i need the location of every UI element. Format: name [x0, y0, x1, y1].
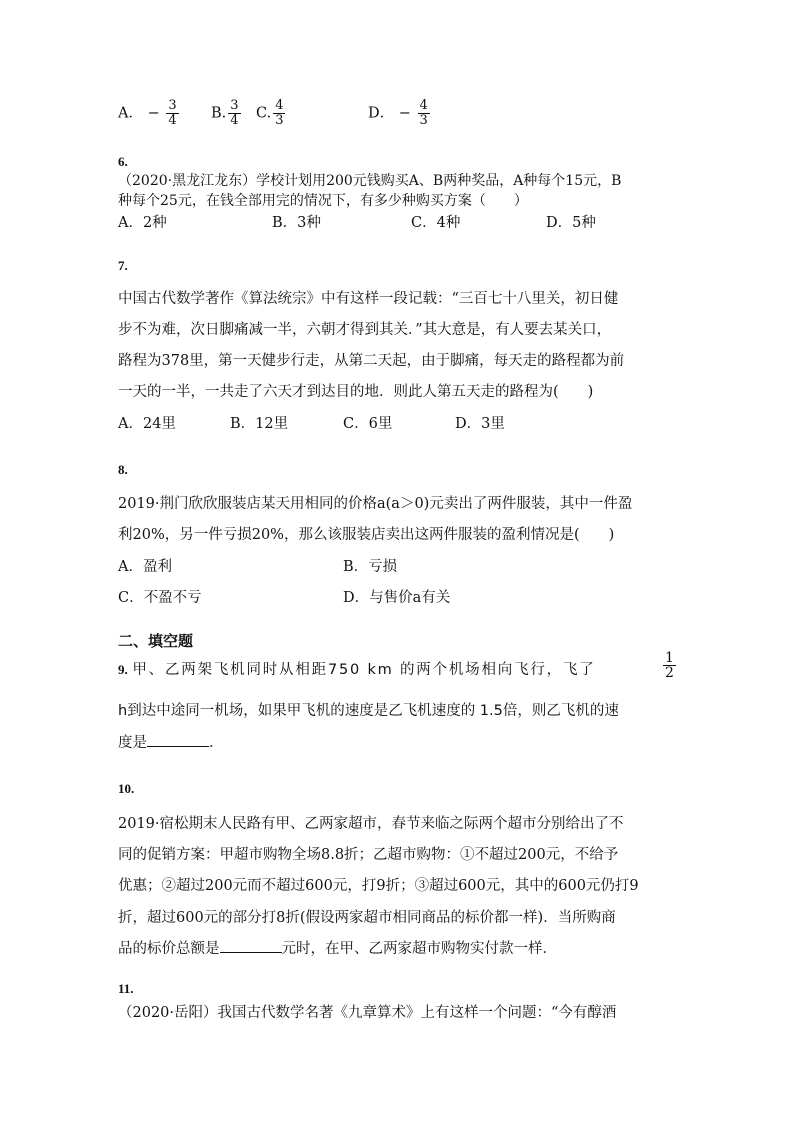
q6-option-a[interactable]: A．2种: [118, 215, 167, 231]
q5-option-b[interactable]: [211, 99, 243, 128]
minus-sign: −: [398, 105, 411, 122]
numerator: 3: [230, 98, 239, 113]
q6-line-2: 种每个25元，在钱全部用完的情况下，有多少种购买方案（ ）: [118, 193, 528, 209]
denominator: 3: [275, 113, 284, 128]
q7-line-4: 一天的一半，一共走了六天才到达目的地．则此人第五天走的路程为( ): [118, 384, 594, 400]
denominator: 2: [665, 665, 674, 681]
denominator: 4: [168, 113, 177, 128]
q6-option-d[interactable]: D．5种: [546, 215, 596, 231]
answer-blank[interactable]: [147, 746, 209, 747]
q7-option-a[interactable]: A．24里: [118, 416, 176, 432]
denominator: 4: [230, 113, 239, 128]
q7-line-3: 路程为378里，第一天健步行走，从第二天起，由于脚痛，每天走的路程都为前: [118, 353, 625, 369]
q9-text: 度是: [118, 735, 147, 751]
q6-number: 6.: [118, 154, 128, 169]
numerator: 4: [419, 98, 428, 113]
q10-line-4: 折，超过600元的部分打8折(假设两家超市相同商品的标价都一样)．当所购商: [118, 910, 616, 926]
fraction: [228, 99, 240, 128]
q6-option-c[interactable]: C．4种: [411, 215, 461, 231]
fraction: [273, 99, 285, 128]
q9-line-3: [118, 731, 224, 752]
q9-period: ．: [209, 735, 224, 751]
q5-options: [118, 99, 181, 128]
q9-line-1: [118, 658, 596, 679]
q10-text: 元时，在甲、乙两家超市购物实付款一样．: [281, 941, 557, 957]
q10-line-5: [118, 937, 557, 958]
q8-option-d[interactable]: D．与售价a有关: [343, 590, 451, 606]
q11-number: 11.: [118, 981, 134, 996]
fraction: [166, 99, 178, 128]
q8-option-b[interactable]: B．亏损: [343, 559, 398, 575]
q7-line-1: 中国古代数学著作《算法统宗》中有这样一段记载：“三百七十八里关，初日健: [118, 291, 619, 307]
numerator: 3: [168, 98, 177, 113]
q8-option-a[interactable]: A．盈利: [118, 559, 172, 575]
q5-option-d[interactable]: [368, 99, 432, 128]
option-label: A．: [118, 105, 143, 122]
q9-number: 9.: [118, 662, 128, 677]
q7-line-2: 步不为难，次日脚痛减一半，六朝才得到其关．”其大意是，有人要去某关口，: [118, 322, 612, 338]
denominator: 3: [419, 113, 428, 128]
q10-line-3: 优惠；②超过200元而不超过600元，打9折；③超过600元，其中的600元仍打9: [118, 878, 639, 894]
numerator: 1: [665, 650, 674, 666]
q6-line-1: （2020·黑龙江龙东）学校计划用200元钱购买A、B两种奖品，A种每个15元，B: [118, 173, 622, 189]
answer-blank[interactable]: [220, 952, 282, 953]
fraction: [418, 99, 430, 128]
section-title: 二、填空题: [118, 632, 194, 650]
q6-option-b[interactable]: B．3种: [272, 215, 321, 231]
q8-line-2: 利20%，另一件亏损20%，那么该服装店卖出这两件服装的盈利情况是( ): [118, 527, 615, 543]
q9-fraction: [661, 651, 678, 680]
q7-option-b[interactable]: B．12里: [230, 416, 289, 432]
q7-number: 7.: [118, 258, 128, 273]
q11-line-1: （2020·岳阳）我国古代数学名著《九章算术》上有这样一个问题：“今有醇酒: [118, 1005, 617, 1021]
q10-number: 10.: [118, 781, 135, 796]
q8-line-1: 2019·荆门欣欣服装店某天用相同的价格a(a＞0)元卖出了两件服装，其中一件盈: [118, 496, 633, 512]
q10-line-1: 2019·宿松期末人民路有甲、乙两家超市，春节来临之际两个超市分别给出了不: [118, 816, 624, 832]
q7-option-c[interactable]: C．6里: [343, 416, 393, 432]
q9-text: 甲、乙两架飞机同时从相距750 km 的两个机场相向飞行，飞了: [132, 662, 596, 678]
q5-option-a[interactable]: [118, 99, 181, 128]
q7-option-d[interactable]: D．3里: [455, 416, 505, 432]
q10-line-2: 同的促销方案：甲超市购物全场8.8折；乙超市购物：①不超过200元，不给予: [118, 847, 619, 863]
q8-option-c[interactable]: C．不盈不亏: [118, 590, 202, 606]
numerator: 4: [275, 98, 284, 113]
q9-line-2: h到达中途同一机场，如果甲飞机的速度是乙飞机速度的 1.5倍，则乙飞机的速: [118, 703, 619, 719]
q5-option-c[interactable]: [256, 99, 287, 128]
minus-sign: −: [147, 105, 160, 122]
q8-number: 8.: [118, 462, 128, 477]
q10-text: 品的标价总额是: [118, 941, 220, 957]
option-label: D．: [368, 105, 395, 122]
option-label: B.: [211, 105, 227, 122]
option-label: C.: [256, 105, 272, 122]
